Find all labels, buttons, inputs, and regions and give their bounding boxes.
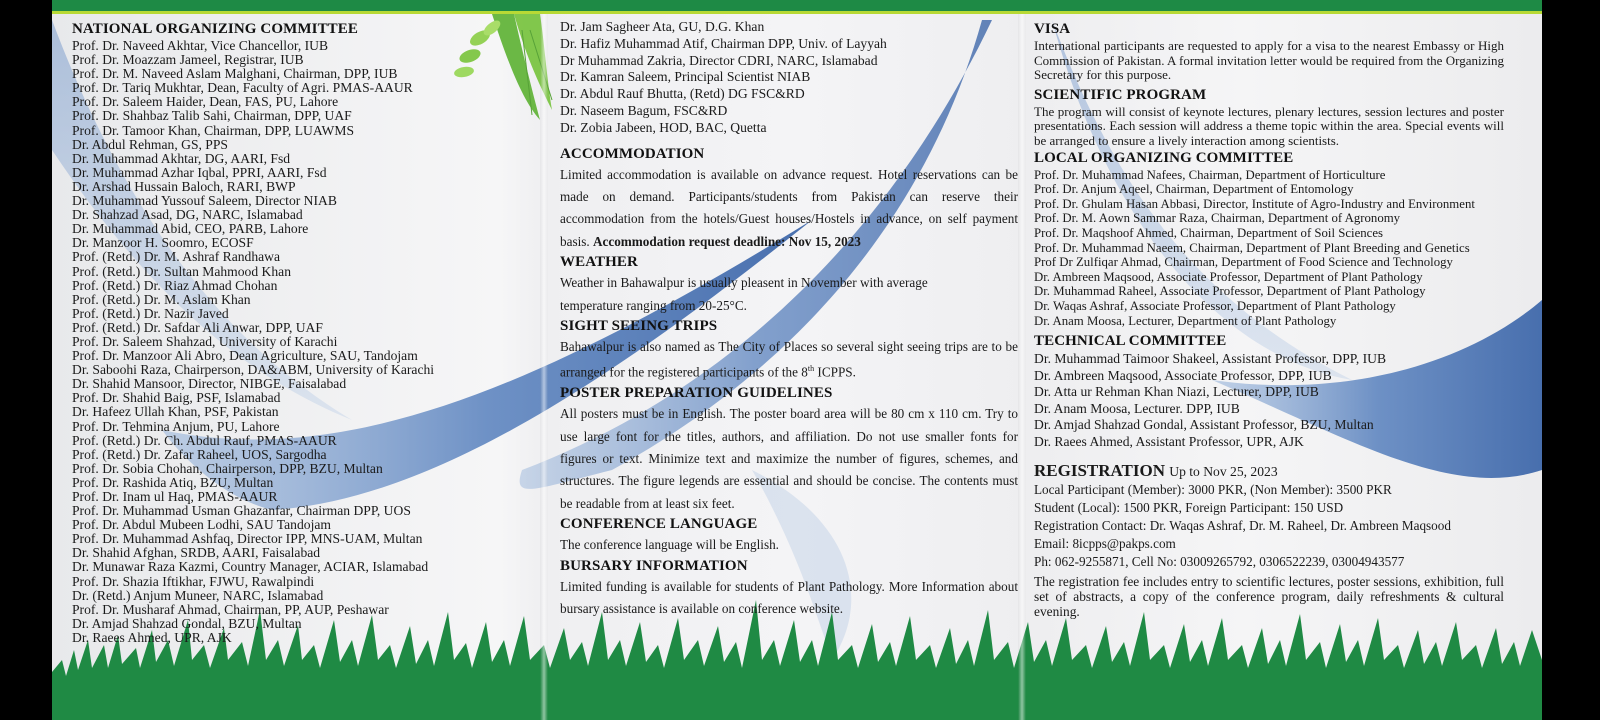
committee-member: Dr. Ambreen Maqsood, Associate Professor, Department of Plant Pathology: [1034, 269, 1423, 284]
committee-member: Dr. Muhammad Akhtar, DG, AARI, Fsd: [72, 150, 291, 166]
registration-contact: Registration Contact: Dr. Waqas Ashraf, Dr. M. Raheel, Dr. Ambreen Maqsood: [1034, 518, 1451, 534]
committee-member: Dr. Waqas Ashraf, Associate Professor, Department of Plant Pathology: [1034, 298, 1396, 313]
committee-member: Prof. (Retd.) Dr. Ch. Abdul Rauf, PMAS-AAUR: [72, 432, 337, 448]
committee-member: Dr. Abdul Rauf Bhutta, (Retd) DG FSC&RD: [560, 86, 805, 102]
committee-member: Dr. (Retd.) Anjum Muneer, NARC, Islamabad: [72, 587, 324, 603]
committee-member: Dr. Arshad Hussain Baloch, RARI, BWP: [72, 178, 296, 194]
committee-member: Prof. (Retd.) Dr. Nazir Javed: [72, 305, 229, 321]
registration-includes: The registration fee includes entry to scientific lectures, poster sessions, exhibition, full set of abstracts, a copy of the conference program, daily refreshments & cultural evening.: [1034, 573, 1504, 620]
committee-member: Prof. Dr. Muhammad Nafees, Chairman, Department of Horticulture: [1034, 167, 1386, 182]
national-committee-list: [72, 39, 542, 645]
weather-heading: WEATHER: [560, 254, 638, 271]
committee-member: Dr. Shahid Afghan, SRDB, AARI, Faisalabad: [72, 545, 321, 561]
committee-member: Dr. Muhammad Raheel, Associate Professor, Department of Plant Pathology: [1034, 284, 1426, 299]
committee-member: Prof. Dr. Saleem Shahzad, University of Karachi: [72, 333, 338, 349]
committee-member: Prof. (Retd.) Dr. Sultan Mahmood Khan: [72, 263, 291, 279]
committee-member: Dr. Amjad Shahzad Gondal, BZU, Multan: [72, 615, 302, 631]
poster-guidelines-heading: POSTER PREPARATION GUIDELINES: [560, 385, 833, 402]
scientific-program-text: The program will consist of keynote lectures, plenary lectures, session lectures and poster presentations. Each session will address a theme topic within the area. Special events will be arranged to ensure a lively interaction among scientists.: [1034, 103, 1504, 148]
weather-text-line2: temperature ranging from 20-25°C.: [560, 297, 747, 313]
sightseeing-text: Bahawalpur is also named as The City of Places so several sight seeing trips are to be arranged for the registered participants of the 8th ICPPS.: [560, 339, 1018, 380]
scientific-program-heading: SCIENTIFIC PROGRAM: [1034, 86, 1207, 103]
committee-member: Prof. Dr. Tariq Mukhtar, Dean, Faculty of Agri. PMAS-AAUR: [72, 80, 413, 96]
committee-member: Prof. Dr. Maqshoof Ahmed, Chairman, Department of Soil Sciences: [1034, 225, 1384, 240]
panel-information: [560, 19, 1018, 620]
committee-member: Prof. (Retd.) Dr. M. Aslam Khan: [72, 291, 251, 307]
bursary-heading: BURSARY INFORMATION: [560, 557, 748, 574]
committee-member: Prof. Dr. Ghulam Hasan Abbasi, Director, Institute of Agro-Industry and Environment: [1034, 196, 1475, 211]
committee-member: Prof. Dr. Shahid Baig, PSF, Islamabad: [72, 390, 281, 406]
local-committee-heading: LOCAL ORGANIZING COMMITTEE: [1034, 149, 1294, 166]
committee-member: Dr. Hafiz Muhammad Atif, Chairman DPP, Univ. of Layyah: [560, 35, 887, 51]
committee-member: Dr. Hafeez Ullah Khan, PSF, Pakistan: [72, 404, 279, 420]
committee-member: Prof. Dr. Moazzam Jameel, Registrar, IUB: [72, 52, 304, 68]
committee-member: Dr. Anam Moosa, Lecturer. DPP, IUB: [1034, 400, 1240, 416]
committee-member: Dr. Manzoor H. Soomro, ECOSF: [72, 235, 254, 251]
registration-local-fee: Local Participant (Member): 3000 PKR, (Non Member): 3500 PKR: [1034, 481, 1392, 497]
accommodation-deadline: Accommodation request deadline: Nov 15, 2023: [592, 233, 861, 249]
committee-member: Prof. Dr. Muhammad Ashfaq, Director IPP, MNS-UAM, Multan: [72, 531, 423, 547]
committee-member: Prof. Dr. Musharaf Ahmad, Chairman, PP, AUP, Peshawar: [72, 601, 389, 617]
committee-member: Dr. Jam Sagheer Ata, GU, D.G. Khan: [560, 19, 765, 34]
committee-member: Dr. Zobia Jabeen, HOD, BAC, Quetta: [560, 119, 767, 135]
technical-committee-list: [1034, 351, 1504, 451]
committee-member: Prof. Dr. Manzoor Ali Abro, Dean Agriculture, SAU, Tandojam: [72, 348, 418, 364]
committee-member: Dr. Anam Moosa, Lecturer, Department of Plant Pathology: [1034, 313, 1337, 328]
conference-language-text: The conference language will be English.: [560, 537, 779, 553]
panel-fold-2: [1018, 14, 1026, 720]
visa-text: International participants are requested to apply for a visa to the nearest Embassy or High Commission of Pakistan. A formal invitation letter would be required from the Organizing Secretary for this purpose.: [1034, 38, 1504, 83]
committee-member: Prof. Dr. Abdul Mubeen Lodhi, SAU Tandojam: [72, 517, 331, 533]
committee-member: Dr. Naseem Bagum, FSC&RD: [560, 102, 728, 118]
sightseeing-heading: SIGHT SEEING TRIPS: [560, 318, 718, 335]
committee-member: Dr. Muhammad Taimoor Shakeel, Assistant Professor, DPP, IUB: [1034, 351, 1387, 367]
visa-heading: VISA: [1034, 21, 1071, 37]
committee-member: Dr. Munawar Raza Kazmi, Country Manager, ACIAR, Islamabad: [72, 559, 429, 575]
committee-member: Dr. Atta ur Rehman Khan Niazi, Lecturer, DPP, IUB: [1034, 384, 1319, 400]
registration-phone: Ph: 062-9255871, Cell No: 03009265792, 0306522239, 03004943577: [1034, 554, 1405, 570]
committee-member: Dr. Raees Ahmed, Assistant Professor, UPR, AJK: [1034, 434, 1304, 450]
panel-national-committee: [72, 20, 542, 645]
committee-member: Dr. Abdul Rehman, GS, PPS: [72, 136, 228, 152]
committee-member: Prof. Dr. Muhammad Usman Ghazanfar, Chairman DPP, UOS: [72, 503, 411, 519]
accommodation-heading: ACCOMMODATION: [560, 145, 705, 162]
committee-member: Prof. Dr. M. Aown Sammar Raza, Chairman, Department of Agronomy: [1034, 211, 1401, 226]
committee-member: Prof. Dr. M. Naveed Aslam Malghani, Chairman, DPP, IUB: [72, 66, 398, 82]
weather-text-line1: Weather in Bahawalpur is usually pleasent in November with average: [560, 275, 928, 291]
committee-member: Prof. Dr. Shazia Iftikhar, FJWU, Rawalpindi: [72, 573, 315, 589]
committee-member: Prof. Dr. Saleem Haider, Dean, FAS, PU, Lahore: [72, 94, 339, 110]
national-committee-list-continued: [560, 19, 1018, 137]
committee-member: Dr. Ambreen Maqsood, Associate Professor, DPP, IUB: [1034, 367, 1332, 383]
registration-email: Email: 8icpps@pakps.com: [1034, 536, 1176, 552]
committee-member: Dr. Kamran Saleem, Principal Scientist NIAB: [560, 69, 811, 85]
committee-member: Dr. Shahzad Asad, DG, NARC, Islamabad: [72, 207, 303, 223]
poster-guidelines-text: All posters must be in English. The poster board area will be 80 cm x 110 cm. Try to use large font for the titles, authors, and affiliation. Do not use smaller fonts for figures or text. Minimize text and maximize the number of figures, schemes, and structures. The figure legends are essential and should be concise. The contents must be readable from at least six feet.: [560, 406, 1018, 511]
committee-member: Prof. (Retd.) Dr. Zafar Raheel, UOS, Sargodha: [72, 446, 327, 462]
committee-member: Prof. Dr. Shahbaz Talib Sahi, Chairman, DPP, UAF: [72, 108, 352, 124]
committee-member: Dr. Raees Ahmed, UPR, AJK: [72, 629, 232, 645]
committee-member: Prof. (Retd.) Dr. M. Ashraf Randhawa: [72, 249, 281, 265]
registration-heading: REGISTRATION Up to Nov 25, 2023: [1034, 460, 1278, 480]
committee-member: Dr. Muhammad Azhar Iqbal, PPRI, AARI, Fsd: [72, 164, 327, 180]
technical-committee-heading: TECHNICAL COMMITTEE: [1034, 333, 1227, 350]
committee-member: Prof. Dr. Tamoor Khan, Chairman, DPP, LUAWMS: [72, 122, 355, 138]
registration-student-fee: Student (Local): 1500 PKR, Foreign Participant: 150 USD: [1034, 499, 1344, 515]
committee-member: Prof. Dr. Sobia Chohan, Chairperson, DPP, BZU, Multan: [72, 460, 383, 476]
national-committee-heading: NATIONAL ORGANIZING COMMITTEE: [72, 21, 358, 37]
conference-language-heading: CONFERENCE LANGUAGE: [560, 516, 758, 533]
registration-deadline: Up to Nov 25, 2023: [1169, 463, 1278, 479]
committee-member: Dr. Shahid Mansoor, Director, NIBGE, Faisalabad: [72, 376, 347, 392]
brochure-sheet: [52, 0, 1542, 720]
committee-member: Prof. (Retd.) Dr. Riaz Ahmad Chohan: [72, 277, 278, 293]
registration-section: [1034, 461, 1504, 620]
bursary-text: Limited funding is available for students of Plant Pathology. More Information about bursary assistance is available on conference website.: [560, 578, 1018, 617]
committee-member: Dr. Muhammad Yussouf Saleem, Director NIAB: [72, 193, 337, 209]
committee-member: Prof. (Retd.) Dr. Safdar Ali Anwar, DPP, UAF: [72, 319, 323, 335]
panel-visa-committees-registration: [1034, 20, 1504, 619]
committee-member: Prof. Dr. Rashida Atiq, BZU, Multan: [72, 474, 274, 490]
committee-member: Dr Muhammad Zakria, Director CDRI, NARC, Islamabad: [560, 52, 878, 68]
committee-member: Prof. Dr. Anjum Aqeel, Chairman, Department of Entomology: [1034, 182, 1354, 197]
committee-member: Prof. Dr. Muhammad Naeem, Chairman, Department of Plant Breeding and Genetics: [1034, 240, 1470, 255]
committee-member: Dr. Muhammad Abid, CEO, PARB, Lahore: [72, 221, 309, 237]
committee-member: Prof. Dr. Naveed Akhtar, Vice Chancellor, IUB: [72, 38, 329, 53]
accommodation-text: Limited accommodation is available on advance request. Hotel reservations can be made on demand. Participants/students from Pakistan can reserve their accommodation from the hotels/Guest houses/Hostels in advance, on self payment basis. Accommodation request deadline: Nov 15, 2023: [560, 166, 1018, 249]
committee-member: Dr. Amjad Shahzad Gondal, Assistant Professor, BZU, Multan: [1034, 417, 1374, 433]
local-committee-list: [1034, 168, 1504, 329]
committee-member: Dr. Saboohi Raza, Chairperson, DA&ABM, University of Karachi: [72, 362, 435, 378]
committee-member: Prof. Dr. Tehmina Anjum, PU, Lahore: [72, 418, 280, 434]
committee-member: Prof. Dr. Inam ul Haq, PMAS-AAUR: [72, 489, 278, 504]
committee-member: Prof Dr Zulfiqar Ahmad, Chairman, Department of Food Science and Technology: [1034, 255, 1453, 270]
